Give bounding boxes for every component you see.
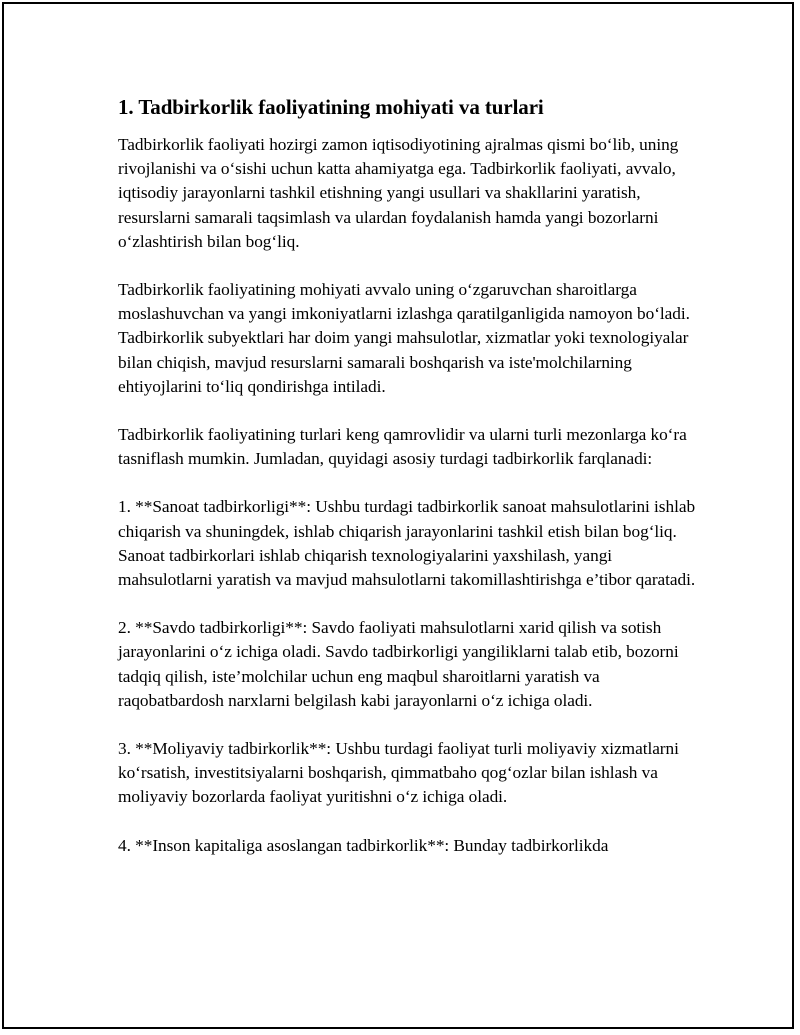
paragraph-essence: Tadbirkorlik faoliyatining mohiyati avvalo uning o‘zgaruvchan sharoitlarga moslashuvchan va yangi imkoniyatlarni izlashga qaratilganligida namoyon bo‘ladi. Tadbirkorlik subyektlari har doim yangi mahsulotlar, xizmatlar yoki texnologiyalar bilan chiqish, mavjud resurslarni samarali boshqarish va iste'molchilarning ehtiyojlarini to‘liq qondirishga intiladi. xyxy=(118,280,690,396)
section-heading: 1. Tadbirkorlik faoliyatining mohiyati va turlari xyxy=(118,95,544,119)
list-item-financial: 3. **Moliyaviy tadbirkorlik**: Ushbu turdagi faoliyat turli moliyaviy xizmatlarni ko‘rsatish, investitsiyalarni boshqarish, qimmatbaho qog‘ozlar bilan ishlash va moliyaviy bozorlarda faoliyat yuritishni o‘z ichiga oladi. xyxy=(118,739,679,807)
document-body xyxy=(118,92,698,882)
paragraph-intro: Tadbirkorlik faoliyati hozirgi zamon iqtisodiyotining ajralmas qismi bo‘lib, uning rivojlanishi va o‘sishi uchun katta ahamiyatga ega. Tadbirkorlik faoliyati, avvalo, iqtisodiy jarayonlarni tashkil etishning yangi usullari va shakllarini yaratish, resurslarni samarali taqsimlash va ulardan foydalanish hamda yangi bozorlarni o‘zlashtirish bilan bog‘liq. xyxy=(118,135,679,251)
list-item-industrial: 1. **Sanoat tadbirkorligi**: Ushbu turdagi tadbirkorlik sanoat mahsulotlarini ishlab chiqarish va shuningdek, ishlab chiqarish jarayonlarini tashkil etish bilan bog‘liq. Sanoat tadbirkorlari ishlab chiqarish texnologiyalarini yaxshilash, yangi mahsulotlarni yaratish va mavjud mahsulotlarni takomillashtirishga e’tibor qaratadi. xyxy=(118,497,696,590)
paragraph-types-intro: Tadbirkorlik faoliyatining turlari keng qamrovlidir va ularni turli mezonlarga ko‘ra tasniflash mumkin. Jumladan, quyidagi asosiy turdagi tadbirkorlik farqlanadi: xyxy=(118,425,687,469)
list-item-human-capital: 4. **Inson kapitaliga asoslangan tadbirkorlik**: Bunday tadbirkorlikda xyxy=(118,835,609,855)
list-item-trade: 2. **Savdo tadbirkorligi**: Savdo faoliyati mahsulotlarni xarid qilish va sotish jarayonlarini o‘z ichiga oladi. Savdo tadbirkorligi yangiliklarni talab etib, bozorni tadqiq qilish, iste’molchilar uchun eng maqbul sharoitlarni yaratish va raqobatbardosh narxlarni belgilash kabi jarayonlarni o‘z ichiga oladi. xyxy=(118,618,679,710)
